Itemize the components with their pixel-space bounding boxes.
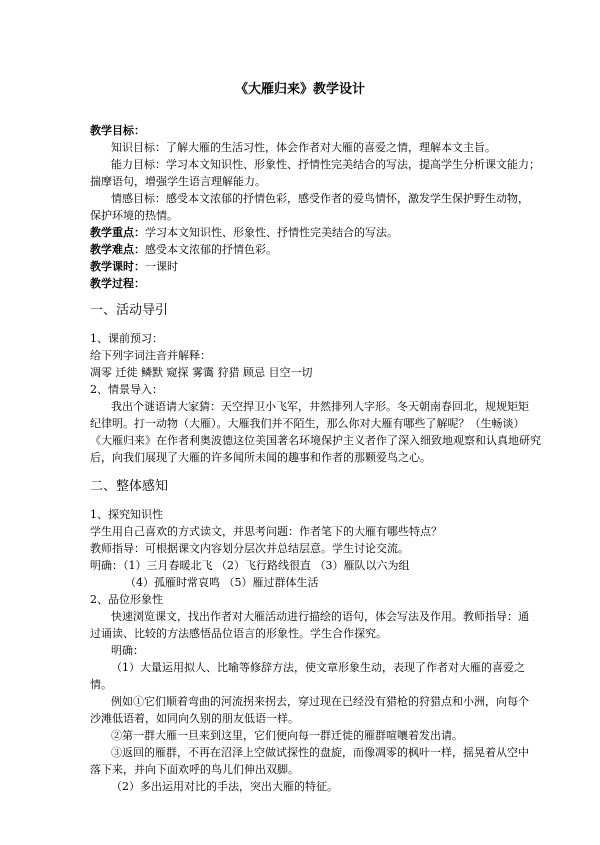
s2-example3-line1: ③返回的雁群，不再在沼泽上空做试探性的盘旋，而像凋零的枫叶一样，摇晃着从空中 [111,746,529,759]
section-2-title: 二、整体感知 [90,479,169,494]
s1-intro-heading: 2、情景导入： [90,383,163,396]
s2-answers-1: 明确：（1）三月春暖北飞 （2）飞行路线很直 （3）雁队以六为组 [90,559,410,572]
s2-point2: （2）多出运用对比的手法，突出大雁的特征。 [111,780,338,793]
s2-heading-2: 2、品位形象性 [90,593,163,606]
s1-intro-line1: 我出个谜语请大家猜：天空捍卫小飞军，井然排列人字形。冬天朝南春回北，规规矩矩 [111,400,529,413]
s2-guidance: 教师指导：可根据课文内容划分层次并总结层意。学生讨论交流。 [90,542,409,555]
s1-instruction: 给下列字词注音并解释： [90,349,211,362]
goal-ability-line2: 揣摩语句，增强学生语言理解能力。 [90,175,266,188]
s2-example1-line2: 沙滩低语着，如同向久别的朋友低语一样。 [90,712,299,725]
s1-intro-line3: 《大雁归来》在作者利奥波德这位美国著名环境保护主义者作了深入细致地观察和认真地研究 [90,434,541,447]
s2-question: 学生用自己喜欢的方式读文，并思考问题：作者笔下的大雁有哪些特点？ [90,525,442,538]
s2-task-line2: 过诵读、比较的方法感悟品位语言的形象性。学生合作探究。 [90,627,387,640]
s1-intro-line4: 后，向我们展现了大雁的许多闻所未闻的趣事和作者的那颗爱鸟之心。 [90,451,431,464]
s2-point1-line2: 情。 [90,678,112,691]
goal-ability-line1: 能力目标：学习本文知识性、形象性、抒情性完美结合的写法，提高学生分析课文能力； [111,158,540,171]
s1-intro-line2: 纪律明。打一动物（大雁）。大雁我们并不陌生，那么你对大雁有哪些了解呢？（生畅谈） [90,417,525,430]
s2-task-line1: 快速浏览课文，找出作者对大雁活动进行描绘的语句，体会写法及作用。教师指导：通 [111,610,529,623]
s2-example3-line2: 落下来，并向下面欢呼的鸟儿们伸出双脚。 [90,763,299,776]
key-points: 教学重点：学习本文知识性、形象性、抒情性完美结合的写法。 [90,226,398,239]
difficult-points: 教学难点：感受本文浓郁的抒情色彩。 [90,243,277,256]
s2-heading-1: 1、探究知识性 [90,508,163,521]
goal-knowledge: 知识目标：了解大雁的生活习性，体会作者对大雁的喜爱之情，理解本文主旨。 [111,141,496,154]
class-hours: 教学课时：一课时 [90,260,178,273]
s2-example1-line1: 例如①它们顺着弯曲的河流拐来拐去，穿过现在已经没有猎枪的狩猎点和小洲，向每个 [111,695,529,708]
s2-answers-2: （4）孤雁时常哀鸣 （5）雁过群体生活 [125,576,319,589]
s2-point1-line1: （1）大量运用拟人、比喻等修辞方法，使文章形象生动，表现了作者对大雁的喜爱之 [111,661,525,674]
s1-vocab: 凋零 迁徙 鳞默 窥探 雾霭 狩猎 顾忌 目空一切 [90,366,313,379]
s2-clarify: 明确： [111,644,144,657]
page-title: 《大雁归来》教学设计 [234,82,365,97]
goal-emotion-line2: 保护环境的热情。 [90,209,178,222]
section-1-title: 一、活动导引 [90,303,169,318]
goal-emotion-line1: 情感目标：感受本文浓郁的抒情色彩，感受作者的爱鸟情怀，激发学生保护野生动物， [111,192,529,205]
s2-example2: ②第一群大雁一旦来到这里，它们便向每一群迁徙的雁群喧嚷着发出请。 [111,729,463,742]
process-heading: 教学过程： [90,277,145,290]
goals-heading: 教学目标： [90,124,145,137]
s1-preview: 1、课前预习： [90,332,163,345]
